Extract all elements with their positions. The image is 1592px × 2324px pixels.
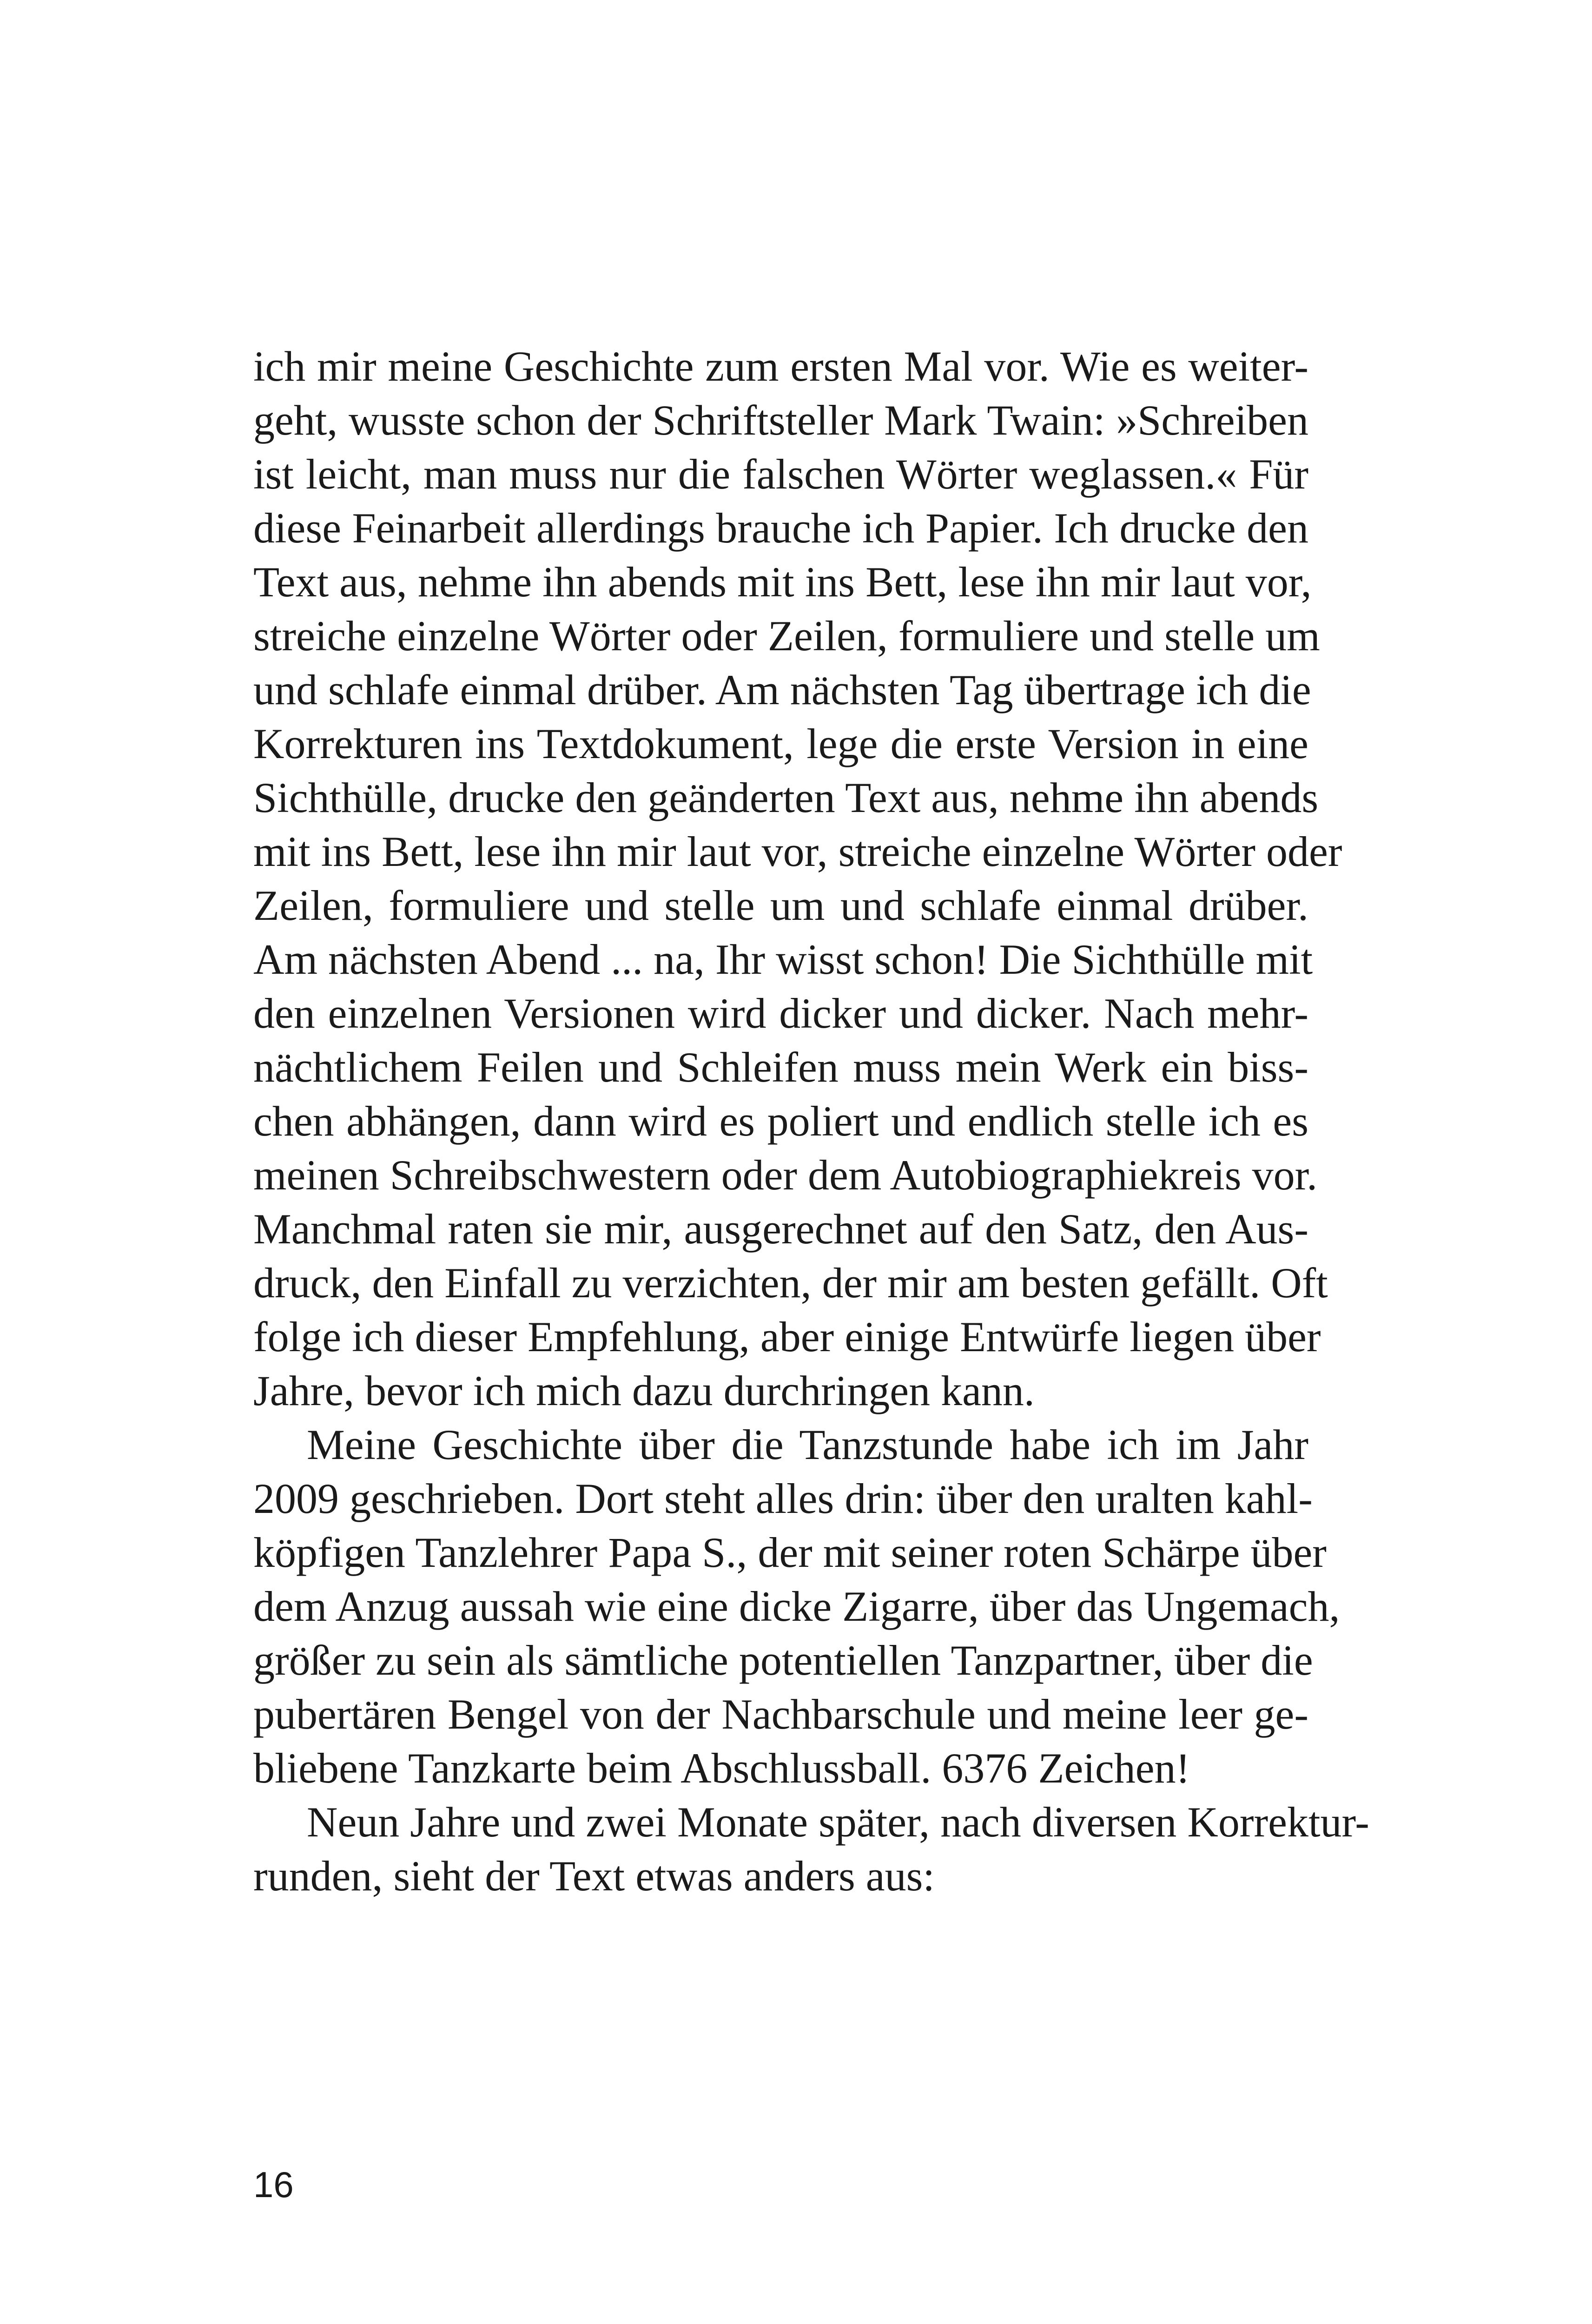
text-line: nächtlichem Feilen und Schleifen muss mein Werk ein biss- <box>253 1043 1308 1091</box>
text-line: runden, sieht der Text etwas anders aus: <box>253 1852 935 1900</box>
text-line: köpfigen Tanzlehrer Papa S., der mit seiner roten Schärpe über <box>253 1529 1327 1576</box>
paragraph-2 <box>253 1418 1340 1795</box>
text-line: Manchmal raten sie mir, ausgerechnet auf den Satz, den Aus- <box>253 1205 1308 1253</box>
text-line: meinen Schreibschwestern oder dem Autobiographiekreis vor. <box>253 1151 1318 1199</box>
text-line: pubertären Bengel von der Nachbarschule und meine leer ge- <box>253 1690 1308 1738</box>
text-line: größer zu sein als sämtliche potentiellen Tanzpartner, über die <box>253 1637 1313 1684</box>
text-line: ist leicht, man muss nur die falschen Wörter weglassen.« Für <box>253 450 1308 498</box>
text-line: Sichthülle, drucke den geänderten Text aus, nehme ihn abends <box>253 774 1319 821</box>
text-line: ich mir meine Geschichte zum ersten Mal vor. Wie es weiter- <box>253 343 1308 390</box>
text-line: Jahre, bevor ich mich dazu durchringen kann. <box>253 1367 1035 1414</box>
body-text <box>253 339 1369 1903</box>
text-line: chen abhängen, dann wird es poliert und endlich stelle ich es <box>253 1097 1308 1145</box>
text-line: druck, den Einfall zu verzichten, der mir am besten gefällt. Oft <box>253 1259 1328 1307</box>
text-line: Neun Jahre und zwei Monate später, nach diversen Korrektur- <box>307 1798 1369 1846</box>
text-line: Korrekturen ins Textdokument, lege die erste Version in eine <box>253 720 1308 767</box>
text-line: den einzelnen Versionen wird dicker und dicker. Nach mehr- <box>253 990 1308 1037</box>
text-line: diese Feinarbeit allerdings brauche ich Papier. Ich drucke den <box>253 504 1308 552</box>
paragraph-1 <box>253 339 1342 1418</box>
paragraph-3 <box>253 1795 1369 1903</box>
text-line: Meine Geschichte über die Tanzstunde habe ich im Jahr <box>307 1421 1308 1468</box>
text-line: Zeilen, formuliere und stelle um und schlafe einmal drüber. <box>253 882 1308 929</box>
text-line: geht, wusste schon der Schriftsteller Mark Twain: »Schreiben <box>253 396 1308 444</box>
text-line: 2009 geschrieben. Dort steht alles drin: über den uralten kahl- <box>253 1475 1313 1522</box>
page-number: 16 <box>253 2164 294 2205</box>
text-line: dem Anzug aussah wie eine dicke Zigarre, über das Ungemach, <box>253 1583 1340 1630</box>
text-line: mit ins Bett, lese ihn mir laut vor, streiche einzelne Wörter oder <box>253 828 1342 875</box>
text-line: Am nächsten Abend ... na, Ihr wisst schon! Die Sichthülle mit <box>253 936 1313 983</box>
text-line: Text aus, nehme ihn abends mit ins Bett, lese ihn mir laut vor, <box>253 558 1312 606</box>
text-line: bliebene Tanzkarte beim Abschlussball. 6376 Zeichen! <box>253 1744 1190 1792</box>
text-line: streiche einzelne Wörter oder Zeilen, formuliere und stelle um <box>253 612 1320 660</box>
text-line: folge ich dieser Empfehlung, aber einige Entwürfe liegen über <box>253 1313 1321 1360</box>
text-line: und schlafe einmal drüber. Am nächsten Tag übertrage ich die <box>253 666 1311 713</box>
